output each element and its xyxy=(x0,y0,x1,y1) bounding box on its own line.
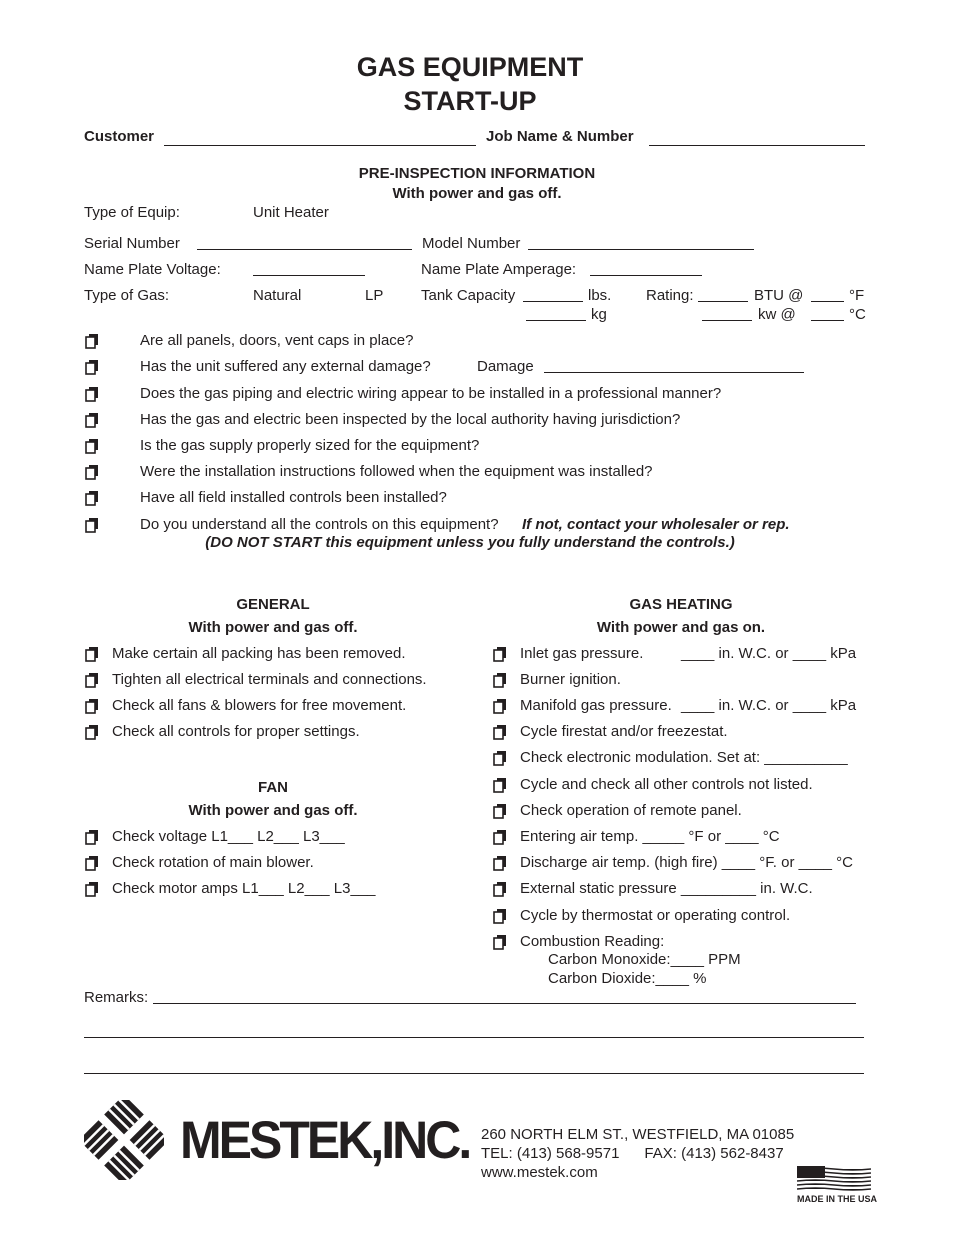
carbon-dioxide-line[interactable]: Carbon Dioxide:____ % xyxy=(548,970,707,987)
serial-label: Serial Number xyxy=(84,235,180,252)
gas-heating-checkbox[interactable] xyxy=(493,672,507,688)
model-field[interactable] xyxy=(528,249,754,250)
gas-heating-heading: GAS HEATING xyxy=(629,596,733,613)
job-field[interactable] xyxy=(649,145,865,146)
gas-heating-checkbox[interactable] xyxy=(493,750,507,766)
inlet-pressure-fields[interactable]: ____ in. W.C. or ____ kPa xyxy=(681,645,857,662)
damage-field[interactable] xyxy=(544,372,804,373)
general-checkbox[interactable] xyxy=(85,672,99,688)
pre-inspection-checkbox[interactable] xyxy=(85,464,99,480)
tank-unit-kg: kg xyxy=(591,306,607,323)
pre-inspection-question: Have all field installed controls been installed? xyxy=(140,489,447,506)
gas-heating-item: Cycle firestat and/or freezestat. xyxy=(520,723,728,740)
pre-inspection-question: Is the gas supply properly sized for the equipment? xyxy=(140,437,480,454)
amperage-label: Name Plate Amperage: xyxy=(421,261,577,278)
tank-unit-lbs: lbs. xyxy=(588,287,612,304)
tank-lbs-field[interactable] xyxy=(523,301,583,302)
gas-heating-item: Cycle and check all other controls not listed. xyxy=(520,776,813,793)
gas-heating-checkbox[interactable] xyxy=(493,855,507,871)
gas-heating-item: Cycle by thermostat or operating control. xyxy=(520,907,791,924)
pre-inspection-checkbox[interactable] xyxy=(85,359,99,375)
fan-item: Check voltage L1___ L2___ L3___ xyxy=(112,828,345,845)
remarks-line-2[interactable] xyxy=(84,1037,864,1038)
fan-checkbox[interactable] xyxy=(85,855,99,871)
gas-heating-item: Entering air temp. _____ °F or ____ °C xyxy=(520,828,780,845)
gas-heating-checkbox[interactable] xyxy=(493,698,507,714)
general-item: Make certain all packing has been removed. xyxy=(112,645,406,662)
pre-inspection-question: Has the unit suffered any external damage? xyxy=(140,358,431,375)
gas-heating-item: External static pressure _________ in. W.C. xyxy=(520,880,813,897)
customer-field[interactable] xyxy=(164,145,476,146)
tank-kg-field[interactable] xyxy=(526,320,586,321)
rating-degc-field[interactable] xyxy=(811,320,844,321)
pre-inspection-question: Has the gas and electric been inspected by the local authority having jurisdiction? xyxy=(140,411,681,428)
pre-inspection-checkbox[interactable] xyxy=(85,517,99,533)
pre-inspection-checkbox[interactable] xyxy=(85,333,99,349)
page-title: GAS EQUIPMENT xyxy=(356,52,584,82)
gas-heating-checkbox[interactable] xyxy=(493,724,507,740)
general-checkbox[interactable] xyxy=(85,698,99,714)
gas-natural-option[interactable]: Natural xyxy=(253,287,302,304)
gas-heating-checkbox[interactable] xyxy=(493,881,507,897)
gas-heating-item: Discharge air temp. (high fire) ____ °F. or ____ °C xyxy=(520,854,853,871)
gas-type-label: Type of Gas: xyxy=(84,287,170,304)
gas-heating-item: Manifold gas pressure. xyxy=(520,697,672,714)
pre-inspection-checkbox[interactable] xyxy=(85,490,99,506)
company-logo-text: MESTEK,INC. xyxy=(180,1110,470,1170)
gas-heating-subheading: With power and gas on. xyxy=(596,619,766,636)
voltage-field[interactable] xyxy=(253,275,365,276)
general-item: Tighten all electrical terminals and connections. xyxy=(112,671,427,688)
warning-contact: If not, contact your wholesaler or rep. xyxy=(522,516,790,533)
gas-heating-item: Inlet gas pressure. xyxy=(520,645,644,662)
pre-inspection-checkbox[interactable] xyxy=(85,386,99,402)
fan-checkbox[interactable] xyxy=(85,881,99,897)
rating-unit-btu: BTU @ xyxy=(754,287,804,304)
fan-item: Check rotation of main blower. xyxy=(112,854,314,871)
company-address: 260 NORTH ELM ST., WESTFIELD, MA 01085 xyxy=(481,1126,795,1143)
general-checkbox[interactable] xyxy=(85,646,99,662)
pre-inspection-heading: PRE-INSPECTION INFORMATION xyxy=(358,165,596,182)
customer-label: Customer xyxy=(84,128,155,145)
general-heading: GENERAL xyxy=(236,596,310,613)
rating-btu-field[interactable] xyxy=(698,301,748,302)
pre-inspection-subheading: With power and gas off. xyxy=(392,185,562,202)
pre-inspection-question: Were the installation instructions followed when the equipment was installed? xyxy=(140,463,653,480)
pre-inspection-question: Does the gas piping and electric wiring appear to be installed in a professional manner? xyxy=(140,385,722,402)
pre-inspection-checkbox[interactable] xyxy=(85,412,99,428)
voltage-label: Name Plate Voltage: xyxy=(84,261,221,278)
tank-label: Tank Capacity xyxy=(421,287,516,304)
company-phone-fax: TEL: (413) 568-9571 FAX: (413) 562-8437 xyxy=(481,1145,784,1162)
gas-heating-item: Combustion Reading: xyxy=(520,933,665,950)
fan-subheading: With power and gas off. xyxy=(188,802,358,819)
gas-heating-checkbox[interactable] xyxy=(493,829,507,845)
remarks-line-1[interactable] xyxy=(153,1003,856,1004)
amperage-field[interactable] xyxy=(590,275,702,276)
general-item: Check all controls for proper settings. xyxy=(112,723,360,740)
pre-inspection-checkbox[interactable] xyxy=(85,438,99,454)
gas-heating-checkbox[interactable] xyxy=(493,908,507,924)
fan-checkbox[interactable] xyxy=(85,829,99,845)
rating-label: Rating: xyxy=(646,287,694,304)
type-equip-value: Unit Heater xyxy=(253,204,329,221)
gas-heating-item: Burner ignition. xyxy=(520,671,621,688)
gas-lp-option[interactable]: LP xyxy=(365,287,384,304)
rating-degf-field[interactable] xyxy=(811,301,844,302)
general-subheading: With power and gas off. xyxy=(188,619,358,636)
fan-item: Check motor amps L1___ L2___ L3___ xyxy=(112,880,376,897)
model-label: Model Number xyxy=(422,235,521,252)
gas-heating-checkbox[interactable] xyxy=(493,934,507,950)
gas-heating-checkbox[interactable] xyxy=(493,803,507,819)
made-in-usa-label: MADE IN THE USA xyxy=(797,1194,878,1204)
company-website[interactable]: www.mestek.com xyxy=(481,1164,598,1181)
gas-heating-checkbox[interactable] xyxy=(493,777,507,793)
deg-c-unit: °C xyxy=(849,306,866,323)
pre-inspection-question: Do you understand all the controls on this equipment? xyxy=(140,516,499,533)
job-label: Job Name & Number xyxy=(486,128,634,145)
rating-kw-field[interactable] xyxy=(702,320,752,321)
fan-heading: FAN xyxy=(258,779,288,796)
damage-label: Damage xyxy=(477,358,534,375)
usa-flag-icon xyxy=(797,1166,871,1194)
gas-heating-checkbox[interactable] xyxy=(493,646,507,662)
remarks-label: Remarks: xyxy=(84,989,149,1006)
general-checkbox[interactable] xyxy=(85,724,99,740)
type-equip-label: Type of Equip: xyxy=(84,204,180,221)
deg-f-unit: °F xyxy=(849,287,865,304)
gas-heating-item: Check electronic modulation. Set at: __________ xyxy=(520,749,848,766)
gas-heating-item: Check operation of remote panel. xyxy=(520,802,742,819)
serial-field[interactable] xyxy=(197,249,412,250)
carbon-monoxide-line[interactable]: Carbon Monoxide:____ PPM xyxy=(548,951,741,968)
general-item: Check all fans & blowers for free movement. xyxy=(112,697,407,714)
manifold-pressure-fields[interactable]: ____ in. W.C. or ____ kPa xyxy=(681,697,857,714)
page-subtitle: START-UP xyxy=(403,86,537,116)
rating-unit-kw: kw @ xyxy=(758,306,796,323)
mestek-logo-icon xyxy=(84,1100,164,1180)
warning-do-not-start: (DO NOT START this equipment unless you fully understand the controls.) xyxy=(205,534,735,551)
remarks-line-3[interactable] xyxy=(84,1073,864,1074)
pre-inspection-question: Are all panels, doors, vent caps in place? xyxy=(140,332,414,349)
